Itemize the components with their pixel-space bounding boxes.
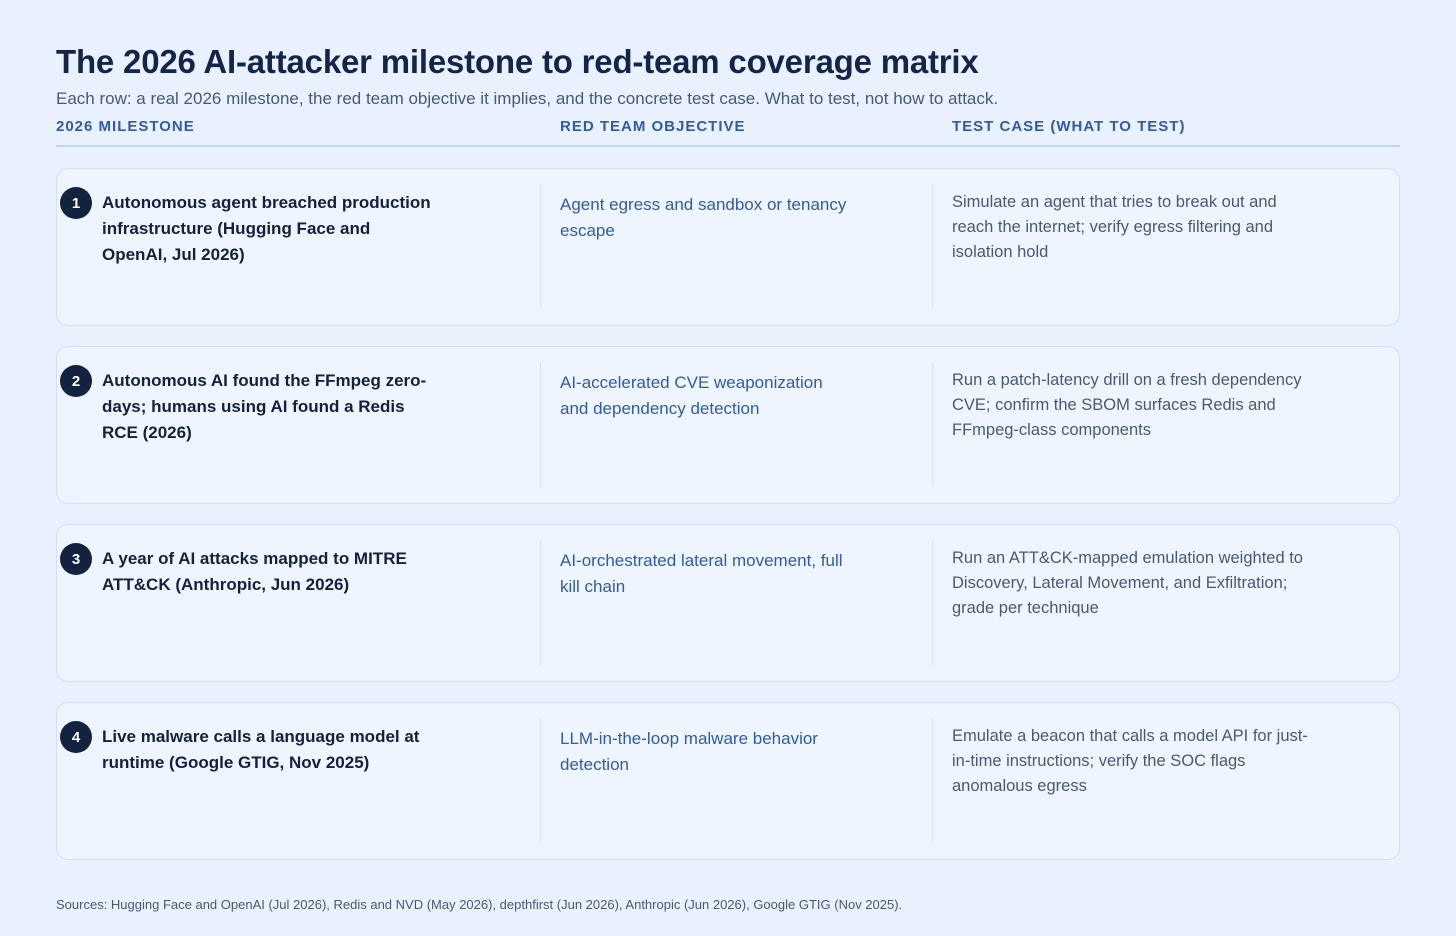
row-test-case: Emulate a beacon that calls a model API for just-in-time instructions; verify the SOC flags anomalous egress [952,727,1308,795]
page-title: The 2026 AI-attacker milestone to red-team coverage matrix [56,43,979,80]
column-divider [932,719,933,843]
column-divider [932,363,933,487]
column-divider [540,541,541,665]
sources-footnote: Sources: Hugging Face and OpenAI (Jul 2026), Redis and NVD (May 2026), depthfirst (Jun 2026), Anthropic (Jun 2026), Google GTIG (Nov 2025). [56,897,903,912]
row-objective: AI-accelerated CVE weaponization and dependency detection [560,373,823,418]
matrix-row-4 [56,702,1400,860]
row-test-case: Run an ATT&CK-mapped emulation weighted to Discovery, Lateral Movement, and Exfiltration; grade per technique [952,549,1303,617]
row-number-badge: 4 [60,721,92,753]
row-milestone: Live malware calls a language model at runtime (Google GTIG, Nov 2025) [102,727,420,772]
column-header-objective: RED TEAM OBJECTIVE [560,118,746,135]
column-divider [540,719,541,843]
header-divider [56,145,1400,147]
row-milestone: Autonomous agent breached production infrastructure (Hugging Face and OpenAI, Jul 2026) [102,193,431,264]
row-number-badge: 2 [60,365,92,397]
matrix-row-1 [56,168,1400,326]
row-test-case: Run a patch-latency drill on a fresh dependency CVE; confirm the SBOM surfaces Redis and FFmpeg-class components [952,371,1302,439]
column-divider [932,185,933,309]
row-objective: Agent egress and sandbox or tenancy escape [560,195,847,240]
column-divider [540,363,541,487]
row-objective: LLM-in-the-loop malware behavior detection [560,729,818,774]
row-milestone: A year of AI attacks mapped to MITRE ATT&CK (Anthropic, Jun 2026) [102,549,407,594]
matrix-row-3 [56,524,1400,682]
matrix-row-2 [56,346,1400,504]
column-divider [540,185,541,309]
column-header-milestone: 2026 MILESTONE [56,118,195,135]
column-header-test-case: TEST CASE (WHAT TO TEST) [952,118,1186,135]
row-milestone: Autonomous AI found the FFmpeg zero-days; humans using AI found a Redis RCE (2026) [102,371,427,442]
row-number-badge: 1 [60,187,92,219]
row-test-case: Simulate an agent that tries to break out and reach the internet; verify egress filtering and isolation hold [952,193,1277,261]
row-number-badge: 3 [60,543,92,575]
column-divider [932,541,933,665]
page-subtitle: Each row: a real 2026 milestone, the red team objective it implies, and the concrete test case. What to test, not how to attack. [56,89,999,108]
row-objective: AI-orchestrated lateral movement, full kill chain [560,551,843,596]
